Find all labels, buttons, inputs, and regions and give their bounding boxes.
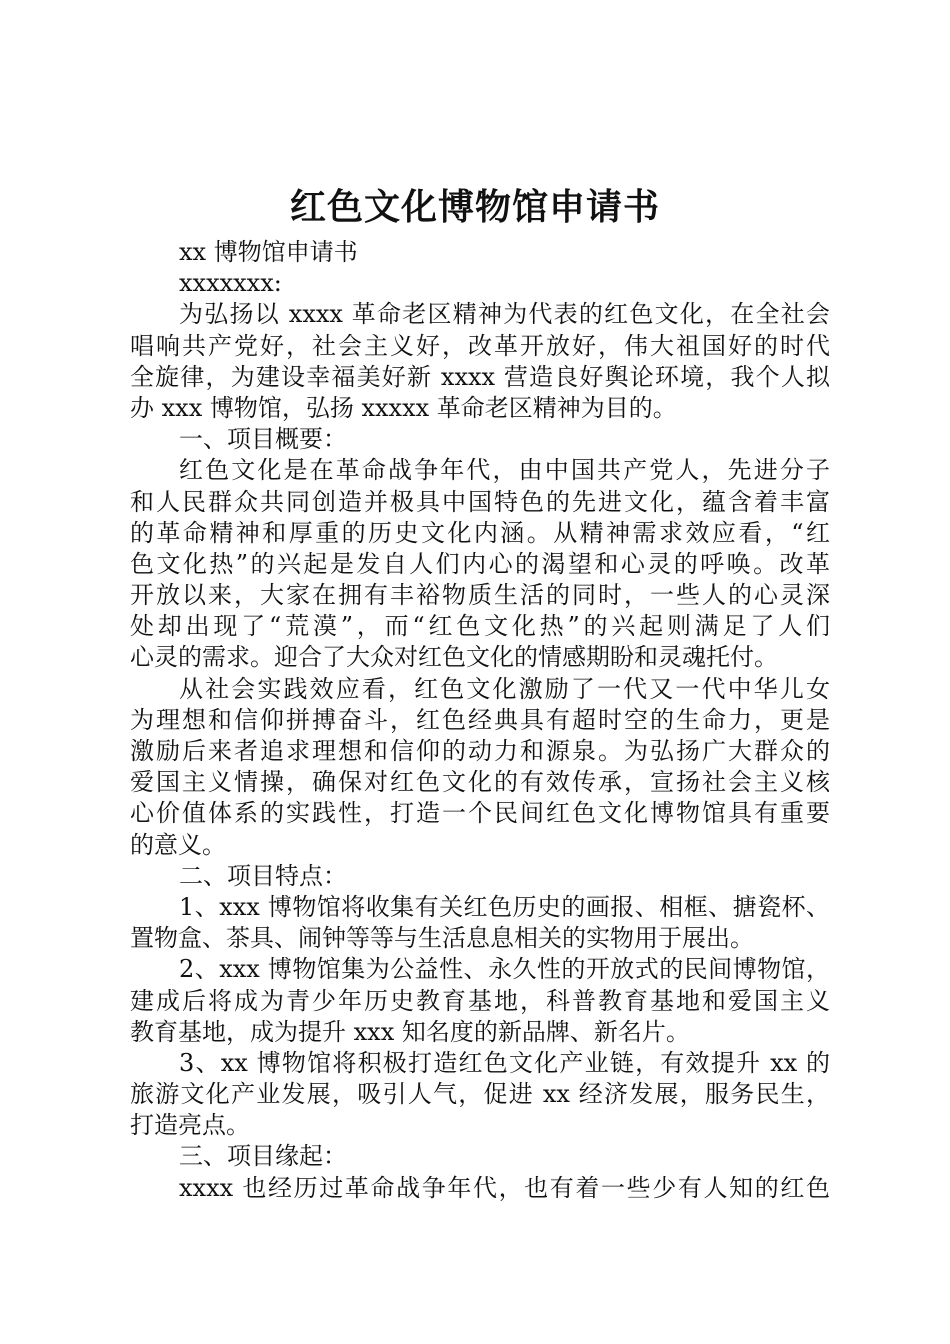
text-line: 3、xx 博物馆将积极打造红色文化产业链，有效提升 xx 的 <box>179 1048 830 1077</box>
text-line: 置物盒、茶具、闹钟等等与生活息息相关的实物用于展出。 <box>130 924 754 953</box>
text-line: 三、项目缘起： <box>179 1142 347 1171</box>
text-line: 旅游文化产业发展，吸引人气，促进 xx 经济发展，服务民生， <box>130 1080 830 1109</box>
text-line: 一、项目概要： <box>179 425 347 454</box>
document-body <box>130 237 830 1204</box>
text-line: 爱国主义情操，确保对红色文化的有效传承，宣扬社会主义核 <box>130 768 830 797</box>
text-line: 色文化热”的兴起是发自人们内心的渴望和心灵的呼唤。改革 <box>130 549 830 578</box>
text-line: 唱响共产党好，社会主义好，改革开放好，伟大祖国好的时代 <box>130 331 830 360</box>
text-line: 从社会实践效应看，红色文化激励了一代又一代中华儿女 <box>179 674 830 703</box>
text-line: 1、xxx 博物馆将收集有关红色历史的画报、相框、搪瓷杯、 <box>179 892 830 921</box>
text-line: xxxxxxx: <box>179 269 282 298</box>
text-line: 心价值体系的实践性，打造一个民间红色文化博物馆具有重要 <box>130 799 830 828</box>
text-line: xx 博物馆申请书 <box>179 238 358 266</box>
text-line: 为理想和信仰拼搏奋斗，红色经典具有超时空的生命力，更是 <box>130 705 830 734</box>
text-line: 处却出现了“荒漠”，而“红色文化热”的兴起则满足了人们 <box>130 612 830 641</box>
text-line: xxxx 也经历过革命战争年代，也有着一些少有人知的红色 <box>179 1173 830 1202</box>
text-line: 办 xxx 博物馆，弘扬 xxxxx 革命老区精神为目的。 <box>130 393 677 422</box>
text-line: 全旋律，为建设幸福美好新 xxxx 营造良好舆论环境，我个人拟 <box>130 362 830 391</box>
text-line: 为弘扬以 xxxx 革命老区精神为代表的红色文化，在全社会 <box>179 300 830 329</box>
text-line: 2、xxx 博物馆集为公益性、永久性的开放式的民间博物馆， <box>179 955 830 984</box>
text-line: 教育基地，成为提升 xxx 知名度的新品牌、新名片。 <box>130 1017 690 1046</box>
text-line: 激励后来者追求理想和信仰的动力和源泉。为弘扬广大群众的 <box>130 737 830 765</box>
text-line: 的革命精神和厚重的历史文化内涵。从精神需求效应看，“红 <box>130 518 830 547</box>
text-line: 建成后将成为青少年历史教育基地，科普教育基地和爱国主义 <box>130 986 830 1015</box>
document-title: 红色文化博物馆申请书 <box>289 186 660 228</box>
text-line: 心灵的需求。迎合了大众对红色文化的情感期盼和灵魂托付。 <box>130 643 778 672</box>
text-line: 打造亮点。 <box>130 1111 250 1140</box>
text-line: 和人民群众共同创造并极具中国特色的先进文化，蕴含着丰富 <box>130 487 830 516</box>
text-line: 开放以来，大家在拥有丰裕物质生活的同时，一些人的心灵深 <box>130 581 830 610</box>
text-line: 二、项目特点： <box>179 861 347 890</box>
text-line: 的意义。 <box>130 830 226 859</box>
text-line: 红色文化是在革命战争年代，由中国共产党人，先进分子 <box>179 456 830 485</box>
